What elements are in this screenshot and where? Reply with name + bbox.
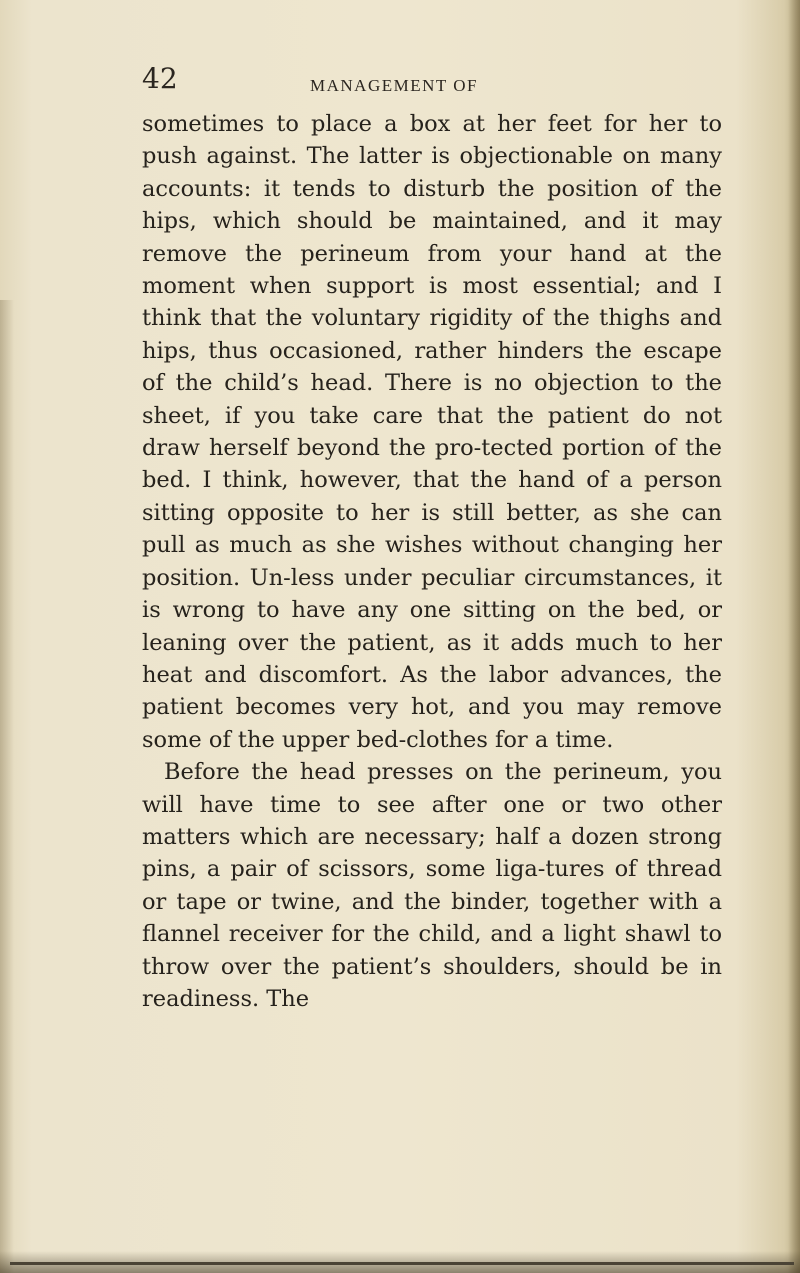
running-head: MANAGEMENT OF	[310, 76, 478, 95]
page-bottom-line	[10, 1262, 794, 1265]
gutter-shadow	[0, 300, 14, 1273]
body-text	[142, 108, 722, 1015]
page-number: 42	[142, 62, 178, 95]
paragraph: Before the head presses on the perineum, you will have time to see after one or two other matters which are necessary; half a dozen strong pins, a pair of scissors, some liga-tures of thread or tape or twine, and the binder, together with a flannel receiver for the child, and a light shawl to throw over the patient’s shoulders, should be in readiness. The	[142, 759, 722, 1012]
paragraph: sometimes to place a box at her feet for her to push against. The latter is objectionable on many accounts: it tends to disturb the position of the hips, which should be maintained, and it may remove the perineum from your hand at the moment when support is most essential; and I think that the voluntary rigidity of the thighs and hips, thus occasioned, rather hinders the escape of the child’s head. There is no objection to the sheet, if you take care that the patient do not draw herself beyond the pro-tected portion of the bed. I think, however, that the hand of a person sitting opposite to her is still better, as she can pull as much as she wishes without changing her position. Un-less under peculiar circumstances, it is wrong to have any one sitting on the bed, or leaning over the patient, as it adds much to her heat and discomfort. As the labor advances, the patient becomes very hot, and you may remove some of the upper bed-clothes for a time.	[142, 111, 722, 753]
page-edge-right	[788, 0, 800, 1273]
